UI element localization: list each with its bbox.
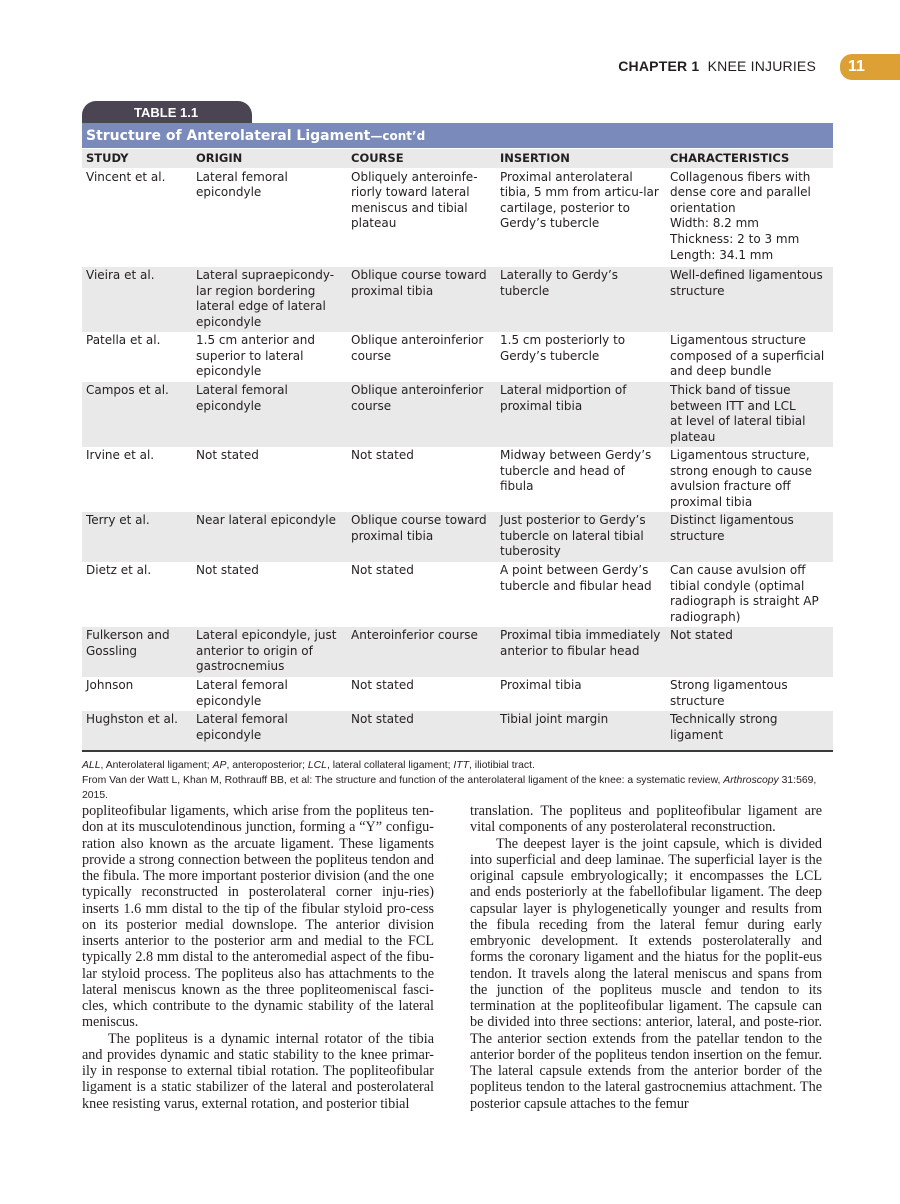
body-column-left: [82, 803, 434, 1112]
cell-study: Hughston et al.: [82, 711, 192, 751]
table-row: [82, 711, 833, 751]
cell-insertion: Laterally to Gerdy’s tubercle: [496, 267, 666, 332]
cell-origin: 1.5 cm anterior and superior to lateral epicondyle: [196, 333, 315, 379]
cell-origin: Lateral femoral epicondyle: [192, 382, 347, 447]
paragraph: translation. The popliteus and popliteofibular ligament are vital components of any posterolateral reconstruction.: [470, 803, 822, 836]
table-row: [82, 267, 833, 332]
ligament-table: [82, 149, 833, 752]
cell-course: Not stated: [351, 448, 414, 463]
cell-study: Johnson: [86, 678, 134, 693]
table-label-tab: [82, 101, 252, 123]
cell-origin: Not stated: [196, 563, 259, 578]
characteristic-line: Thick band of tissue between ITT and LCL: [670, 383, 796, 413]
cell-course: Oblique course toward proximal tibia: [347, 267, 496, 332]
cell-course: Anteroinferior course: [347, 627, 496, 677]
table-row: [82, 382, 833, 447]
table-row: [82, 168, 833, 267]
characteristic-line: Collagenous fibers with dense core and parallel orientation: [670, 169, 811, 215]
table-header-row: [82, 149, 833, 168]
table-footnotes: [82, 758, 842, 803]
column-header-origin: ORIGIN: [192, 149, 347, 168]
source-journal: Arthroscopy: [723, 775, 779, 786]
page-number: 11: [848, 58, 865, 75]
cell-course: Oblique anteroinferior course: [351, 333, 484, 363]
cell-course: Not stated: [351, 678, 414, 693]
abbreviation-meaning: , anteroposterior;: [226, 760, 308, 771]
cell-origin: Lateral femoral epicondyle: [196, 169, 288, 200]
cell-study: Vieira et al.: [82, 267, 192, 332]
cell-course: Oblique anteroinferior course: [347, 382, 496, 447]
characteristic-line: Ligamentous structure composed of a superficial and deep bundle: [670, 333, 825, 379]
cell-origin: Near lateral epicondyle: [192, 512, 347, 562]
cell-course: Oblique course toward proximal tibia: [347, 512, 496, 562]
source-suffix: 31:569, 2015.: [82, 775, 817, 801]
cell-origin: Not stated: [196, 448, 259, 463]
page-number-tab: [840, 54, 900, 80]
table-title-bar: [82, 123, 833, 148]
chapter-label: CHAPTER 1: [618, 58, 700, 74]
cell-study: Campos et al.: [82, 382, 192, 447]
column-header-characteristics: CHARACTERISTICS: [666, 149, 833, 168]
cell-study: Vincent et al.: [86, 169, 166, 184]
cell-characteristics: [666, 332, 833, 382]
table-row: [82, 512, 833, 562]
abbreviation-meaning: , iliotibial tract.: [469, 760, 535, 771]
characteristic-line: at level of lateral tibial plateau: [670, 414, 806, 444]
cell-course: Not stated: [347, 711, 496, 751]
characteristic-line: Width: 8.2 mm: [670, 216, 759, 231]
abbreviation-meaning: , Anterolateral ligament;: [100, 760, 213, 771]
body-column-right: [470, 803, 822, 1112]
table-row: [82, 627, 833, 677]
cell-origin: Lateral femoral epicondyle: [192, 711, 347, 751]
table-row: [82, 562, 833, 627]
paragraph: popliteofibular ligaments, which arise from the popliteus ten-don at its musculotendinous junction, forming a “Y” configu-ration also known as the arcuate ligament. These ligaments provide a strong connection between the popliteus tendon and the fibula. The more important posterior division (and the one typically reconstructed in posterolateral corner inju-ries) inserts 1.6 mm distal to the tip of the fibular styloid pro-cess on its posterior medial downslope. The anterior division inserts anterior to the posterior arm and medial to the FCL typically 2.8 mm distal to the anteromedial aspect of the fibu-lar styloid process. The popliteus also has attachments to the lateral meniscus known as the three popliteomeniscal fasci-cles, which contribute to the dynamic stability of the lateral meniscus.: [82, 803, 434, 1031]
table-title-suffix: —cont’d: [370, 128, 426, 143]
source-note: [82, 773, 842, 803]
table-body: [82, 168, 833, 751]
abbreviation: ITT: [453, 760, 470, 771]
cell-characteristics: [666, 382, 833, 447]
cell-insertion: Lateral midportion of proximal tibia: [496, 382, 666, 447]
table-row: [82, 332, 833, 382]
characteristic-line: Thickness: 2 to 3 mm: [670, 231, 800, 246]
table-row: [82, 677, 833, 711]
cell-characteristics: [666, 562, 833, 627]
cell-characteristics: [666, 627, 833, 677]
cell-study: Dietz et al.: [86, 563, 152, 578]
characteristic-line: Can cause avulsion off tibial condyle (optimal radiograph is straight AP radiograph): [670, 563, 819, 624]
cell-insertion: Tibial joint margin: [496, 711, 666, 751]
abbreviation-meaning: , lateral collateral ligament;: [326, 760, 454, 771]
cell-characteristics: [666, 267, 833, 332]
cell-characteristics: [666, 711, 833, 751]
cell-insertion: Proximal anterolateral tibia, 5 mm from articu-lar cartilage, posterior to Gerdy’s tubercle: [500, 169, 659, 231]
table-title: Structure of Anterolateral Ligament: [86, 127, 371, 144]
column-header-study: STUDY: [82, 149, 192, 168]
cell-origin: Lateral epicondyle, just anterior to origin of gastrocnemius: [192, 627, 347, 677]
paragraph: The popliteus is a dynamic internal rotator of the tibia and provides dynamic and static stability to the knee primar-ily in response to external tibial rotation. The popliteofibular ligament is a static stabilizer of the lateral and posterolateral knee resisting varus, external rotation, and posterior tibial: [82, 1030, 434, 1112]
cell-study: Patella et al.: [86, 333, 161, 348]
table-label: TABLE 1.1: [134, 104, 199, 120]
cell-study: Irvine et al.: [86, 448, 155, 463]
characteristic-line: Technically strong ligament: [670, 712, 778, 742]
cell-course: Not stated: [351, 563, 414, 578]
cell-characteristics: [666, 677, 833, 711]
source-prefix: From Van der Watt L, Khan M, Rothrauff BB, et al: The structure and function of the anterolateral ligament of the knee: a systematic review,: [82, 775, 724, 786]
column-header-insertion: INSERTION: [496, 149, 666, 168]
cell-origin: Lateral supraepicondy-lar region bordering lateral edge of lateral epicondyle: [192, 267, 347, 332]
cell-course: Obliquely anteroinfe-riorly toward lateral meniscus and tibial plateau: [351, 169, 478, 231]
cell-origin: Lateral femoral epicondyle: [196, 678, 288, 708]
cell-study: Fulkerson and Gossling: [82, 627, 192, 677]
characteristic-line: Not stated: [670, 628, 733, 643]
cell-insertion: Midway between Gerdy’s tubercle and head of fibula: [500, 448, 652, 494]
characteristic-line: Strong ligamentous structure: [670, 678, 788, 708]
cell-insertion: 1.5 cm posteriorly to Gerdy’s tubercle: [500, 333, 626, 363]
characteristic-line: Ligamentous structure, strong enough to cause avulsion fracture off proximal tibia: [670, 448, 813, 509]
cell-insertion: Just posterior to Gerdy’s tubercle on lateral tibial tuberosity: [496, 512, 666, 562]
abbreviation: AP: [212, 760, 227, 771]
cell-insertion: Proximal tibia: [500, 678, 582, 693]
chapter-title: KNEE INJURIES: [707, 58, 816, 74]
abbreviations-note: [82, 758, 842, 773]
cell-characteristics: [666, 512, 833, 562]
cell-characteristics: [666, 447, 833, 512]
cell-insertion: A point between Gerdy’s tubercle and fibular head: [500, 563, 652, 593]
abbreviation: ALL: [82, 760, 101, 771]
table-row: [82, 447, 833, 512]
characteristic-line: Distinct ligamentous structure: [670, 513, 794, 543]
cell-characteristics: [666, 168, 833, 267]
abbreviation: LCL: [307, 760, 327, 771]
running-head: [618, 58, 816, 74]
characteristic-line: Well-defined ligamentous structure: [670, 268, 823, 298]
column-header-course: COURSE: [347, 149, 496, 168]
cell-insertion: Proximal tibia immediately anterior to fibular head: [496, 627, 666, 677]
characteristic-line: Length: 34.1 mm: [670, 247, 774, 262]
paragraph: The deepest layer is the joint capsule, which is divided into superficial and deep laminae. The superficial layer is the original capsule embryologically; it encompasses the LCL and ends posteriorly at the fabellofibular ligament. The deep capsular layer is phylogenetically younger and results from the fibula receding from the lateral femur during early embryonic development. It extends posterolaterally and forms the coronary ligament and the hiatus for the poplit-eus tendon. It travels along the lateral meniscus and spans from the junction of the popliteus muscle and tendon to its termination at the popliteofibular ligament. The capsule can be divided into three sections: anterior, lateral, and poste-rior. The anterior section extends from the patellar tendon to the anterior border of the popliteus tendon insertion on the femur. The lateral capsule extends from the anterior border of the popliteus tendon to the lateral gastrocnemius attachment. The posterior capsule attaches to the femur: [470, 835, 822, 1112]
cell-study: Terry et al.: [82, 512, 192, 562]
